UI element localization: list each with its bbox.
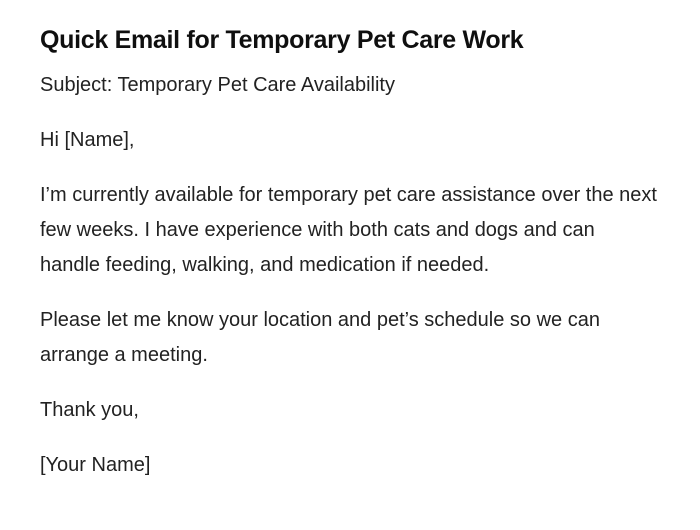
- email-signature: [Your Name]: [40, 454, 151, 476]
- email-subject-line: Subject: Temporary Pet Care Availability: [40, 74, 395, 96]
- email-template: [40, 22, 660, 503]
- email-closing: Thank you,: [40, 399, 139, 421]
- page-title: Quick Email for Temporary Pet Care Work: [40, 26, 524, 54]
- email-body-paragraph-2: Please let me know your location and pet’s schedule so we can arrange a meeting.: [40, 309, 600, 366]
- email-greeting: Hi [Name],: [40, 129, 135, 151]
- email-body-paragraph-1: I’m currently available for temporary pet care assistance over the next few weeks. I have experience with both cats and dogs and can handle feeding, walking, and medication if needed.: [40, 184, 657, 276]
